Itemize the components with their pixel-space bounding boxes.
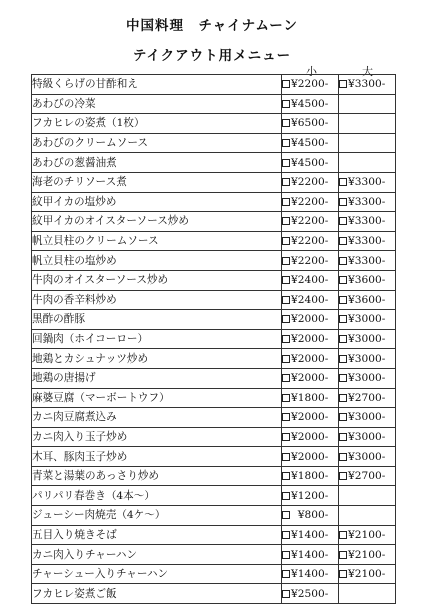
- price-small: ¥2000-: [291, 333, 329, 346]
- menu-row: [32, 564, 396, 584]
- price-small: ¥2000-: [291, 411, 329, 424]
- price-large-cell: [339, 329, 396, 349]
- menu-row: [32, 133, 396, 153]
- dish-name: 麻婆豆腐（マーボートウフ）: [32, 388, 282, 408]
- price-large-cell: [339, 94, 396, 114]
- order-checkbox-small[interactable]: [282, 453, 290, 461]
- price-large: ¥3000-: [348, 411, 386, 424]
- price-large: ¥3000-: [348, 333, 386, 346]
- dish-name: 牛肉の香辛料炒め: [32, 290, 282, 310]
- menu-row: [32, 447, 396, 467]
- dish-name: 紋甲イカのオイスターソース炒め: [32, 212, 282, 232]
- order-checkbox-large[interactable]: [339, 335, 347, 343]
- dish-name: 木耳、豚肉玉子炒め: [32, 447, 282, 467]
- price-large: ¥3300-: [348, 254, 386, 267]
- order-checkbox-small[interactable]: [282, 315, 290, 323]
- order-checkbox-large[interactable]: [339, 178, 347, 186]
- price-small-cell: [282, 290, 339, 310]
- price-large: ¥3300-: [348, 235, 386, 248]
- price-small-cell: [282, 270, 339, 290]
- order-checkbox-small[interactable]: [282, 198, 290, 206]
- price-large-cell: [339, 192, 396, 212]
- price-small: ¥1400-: [291, 528, 329, 541]
- price-large-cell: [339, 564, 396, 584]
- menu-row: [32, 329, 396, 349]
- price-large-cell: [339, 584, 396, 604]
- order-checkbox-large[interactable]: [339, 237, 347, 245]
- dish-name: 青菜と湯葉のあっさり炒め: [32, 466, 282, 486]
- dish-name: ジューシー肉焼売（4ケ～）: [32, 506, 282, 526]
- price-large: ¥3000-: [348, 372, 386, 385]
- order-checkbox-small[interactable]: [282, 159, 290, 167]
- dish-name: あわびのクリームソース: [32, 133, 282, 153]
- order-checkbox-large[interactable]: [339, 374, 347, 382]
- dish-name: 帆立貝柱の塩炒め: [32, 251, 282, 271]
- price-small: ¥1200-: [291, 489, 329, 502]
- price-large-cell: [339, 525, 396, 545]
- dish-name: 紋甲イカの塩炒め: [32, 192, 282, 212]
- price-large-cell: [339, 153, 396, 173]
- price-large: ¥3000-: [348, 313, 386, 326]
- menu-row: [32, 75, 396, 95]
- price-small: ¥2400-: [291, 293, 329, 306]
- price-small-cell: [282, 408, 339, 428]
- price-small-cell: [282, 251, 339, 271]
- price-small: ¥6500-: [291, 117, 329, 130]
- dish-name: パリパリ春巻き（4本～）: [32, 486, 282, 506]
- price-large: ¥2100-: [348, 568, 386, 581]
- order-checkbox-small[interactable]: [282, 237, 290, 245]
- menu-row: [32, 212, 396, 232]
- price-large: ¥2100-: [348, 528, 386, 541]
- price-large: ¥3000-: [348, 352, 386, 365]
- order-checkbox-small[interactable]: [282, 355, 290, 363]
- dish-name: 帆立貝柱のクリームソース: [32, 231, 282, 251]
- menu-row: [32, 486, 396, 506]
- dish-name: あわびの葱醤油煮: [32, 153, 282, 173]
- price-large: ¥3300-: [348, 215, 386, 228]
- order-checkbox-large[interactable]: [339, 453, 347, 461]
- price-small-cell: [282, 153, 339, 173]
- order-checkbox-small[interactable]: [282, 374, 290, 382]
- dish-name: カニ肉豆腐煮込み: [32, 408, 282, 428]
- menu-row: [32, 172, 396, 192]
- price-small-cell: [282, 94, 339, 114]
- price-large-cell: [339, 75, 396, 95]
- price-small: ¥1400-: [291, 568, 329, 581]
- menu-row: [32, 192, 396, 212]
- order-checkbox-small[interactable]: [282, 531, 290, 539]
- order-checkbox-large[interactable]: [339, 315, 347, 323]
- order-checkbox-small[interactable]: [282, 276, 290, 284]
- menu-row: [32, 153, 396, 173]
- price-small: ¥1800-: [291, 391, 329, 404]
- price-small-cell: [282, 466, 339, 486]
- order-checkbox-large[interactable]: [339, 551, 347, 559]
- price-large-cell: [339, 368, 396, 388]
- order-checkbox-small[interactable]: [282, 551, 290, 559]
- price-small-cell: [282, 231, 339, 251]
- order-checkbox-small[interactable]: [282, 100, 290, 108]
- price-small: ¥2000-: [291, 430, 329, 443]
- price-small: ¥2500-: [291, 587, 329, 600]
- menu-row: [32, 270, 396, 290]
- order-checkbox-small[interactable]: [282, 178, 290, 186]
- price-small: ¥2400-: [291, 274, 329, 287]
- price-large-cell: [339, 486, 396, 506]
- price-small-cell: [282, 310, 339, 330]
- price-large-cell: [339, 270, 396, 290]
- price-large: ¥3300-: [348, 195, 386, 208]
- order-checkbox-large[interactable]: [339, 413, 347, 421]
- order-checkbox-small[interactable]: [282, 472, 290, 480]
- dish-name: フカヒレの姿煮（1枚）: [32, 114, 282, 134]
- menu-row: [32, 349, 396, 369]
- dish-name: カニ肉入りチャーハン: [32, 545, 282, 565]
- price-large-cell: [339, 506, 396, 526]
- price-small: ¥1800-: [291, 470, 329, 483]
- price-small: ¥2200-: [291, 78, 329, 91]
- order-checkbox-large[interactable]: [339, 257, 347, 265]
- price-large: ¥3000-: [348, 450, 386, 463]
- price-small: ¥2000-: [291, 450, 329, 463]
- price-small-cell: [282, 349, 339, 369]
- price-large: ¥3600-: [348, 274, 386, 287]
- price-large-cell: [339, 310, 396, 330]
- price-small: ¥4500-: [291, 137, 329, 150]
- order-checkbox-small[interactable]: [282, 511, 290, 519]
- order-checkbox-large[interactable]: [339, 472, 347, 480]
- order-checkbox-large[interactable]: [339, 296, 347, 304]
- dish-name: 地鶏とカシュナッツ炒め: [32, 349, 282, 369]
- price-small-cell: [282, 525, 339, 545]
- order-checkbox-small[interactable]: [282, 492, 290, 500]
- price-small-cell: [282, 329, 339, 349]
- dish-name: 牛肉のオイスターソース炒め: [32, 270, 282, 290]
- price-large-cell: [339, 251, 396, 271]
- dish-name: 黒酢の酢豚: [32, 310, 282, 330]
- price-large-cell: [339, 388, 396, 408]
- price-large-cell: [339, 290, 396, 310]
- price-large-cell: [339, 172, 396, 192]
- price-small-cell: [282, 368, 339, 388]
- order-checkbox-small[interactable]: [282, 296, 290, 304]
- menu-row: [32, 506, 396, 526]
- price-large: ¥3300-: [348, 176, 386, 189]
- price-small: ¥2200-: [291, 235, 329, 248]
- price-small-cell: [282, 75, 339, 95]
- dish-name: 海老のチリソース煮: [32, 172, 282, 192]
- price-small: ¥2200-: [291, 254, 329, 267]
- order-checkbox-large[interactable]: [339, 355, 347, 363]
- price-small: ¥2000-: [291, 352, 329, 365]
- order-checkbox-large[interactable]: [339, 531, 347, 539]
- menu-row: [32, 114, 396, 134]
- menu-row: [32, 466, 396, 486]
- dish-name: フカヒレ姿煮ご飯: [32, 584, 282, 604]
- order-checkbox-small[interactable]: [282, 257, 290, 265]
- order-checkbox-large[interactable]: [339, 570, 347, 578]
- order-checkbox-small[interactable]: [282, 394, 290, 402]
- price-small-cell: [282, 212, 339, 232]
- price-small: ¥1400-: [291, 548, 329, 561]
- menu-row: [32, 368, 396, 388]
- size-small-header: 小: [306, 65, 317, 78]
- price-small-cell: [282, 427, 339, 447]
- order-checkbox-large[interactable]: [339, 80, 347, 88]
- price-small-cell: [282, 584, 339, 604]
- price-small-cell: [282, 545, 339, 565]
- dish-name: 地鶏の唐揚げ: [32, 368, 282, 388]
- size-large-header: 大: [362, 65, 373, 78]
- menu-row: [32, 290, 396, 310]
- price-small-cell: [282, 172, 339, 192]
- menu-row: [32, 231, 396, 251]
- price-large: ¥2100-: [348, 548, 386, 561]
- price-large-cell: [339, 466, 396, 486]
- order-checkbox-small[interactable]: [282, 413, 290, 421]
- menu-row: [32, 525, 396, 545]
- price-large-cell: [339, 447, 396, 467]
- order-checkbox-large[interactable]: [339, 276, 347, 284]
- order-checkbox-small[interactable]: [282, 80, 290, 88]
- price-large-cell: [339, 427, 396, 447]
- dish-name: チャーシュー入りチャーハン: [32, 564, 282, 584]
- order-checkbox-large[interactable]: [339, 433, 347, 441]
- price-large: ¥3000-: [348, 430, 386, 443]
- price-small: ¥4500-: [291, 156, 329, 169]
- menu-row: [32, 584, 396, 604]
- price-small: ¥2000-: [291, 372, 329, 385]
- dish-name: 五目入り焼きそば: [32, 525, 282, 545]
- order-checkbox-large[interactable]: [339, 198, 347, 206]
- menu-table: [31, 74, 396, 604]
- price-small-cell: [282, 486, 339, 506]
- menu-row: [32, 427, 396, 447]
- price-small: ¥800-: [291, 509, 329, 522]
- order-checkbox-small[interactable]: [282, 433, 290, 441]
- menu-row: [32, 408, 396, 428]
- order-checkbox-small[interactable]: [282, 335, 290, 343]
- order-checkbox-small[interactable]: [282, 217, 290, 225]
- menu-row: [32, 310, 396, 330]
- price-small-cell: [282, 133, 339, 153]
- price-small-cell: [282, 192, 339, 212]
- order-checkbox-small[interactable]: [282, 570, 290, 578]
- price-small-cell: [282, 447, 339, 467]
- price-small: ¥2200-: [291, 195, 329, 208]
- price-large-cell: [339, 231, 396, 251]
- price-large-cell: [339, 545, 396, 565]
- menu-subtitle: テイクアウト用メニュー: [132, 48, 292, 64]
- price-small: ¥4500-: [291, 97, 329, 110]
- order-checkbox-large[interactable]: [339, 217, 347, 225]
- price-small-cell: [282, 114, 339, 134]
- dish-name: 回鍋肉（ホイコーロー）: [32, 329, 282, 349]
- price-large-cell: [339, 114, 396, 134]
- price-large-cell: [339, 408, 396, 428]
- price-large: ¥2700-: [348, 391, 386, 404]
- dish-name: カニ肉入り玉子炒め: [32, 427, 282, 447]
- price-small-cell: [282, 506, 339, 526]
- price-large: ¥3600-: [348, 293, 386, 306]
- price-large-cell: [339, 133, 396, 153]
- price-small-cell: [282, 564, 339, 584]
- restaurant-title: 中国料理 チャイナムーン: [126, 18, 298, 34]
- order-checkbox-small[interactable]: [282, 119, 290, 127]
- order-checkbox-large[interactable]: [339, 394, 347, 402]
- price-large: ¥2700-: [348, 470, 386, 483]
- dish-name: あわびの冷菜: [32, 94, 282, 114]
- menu-row: [32, 545, 396, 565]
- price-large-cell: [339, 349, 396, 369]
- price-small: ¥2000-: [291, 313, 329, 326]
- price-large: ¥3300-: [348, 78, 386, 91]
- dish-name: 特級くらげの甘酢和え: [32, 75, 282, 95]
- price-small: ¥2200-: [291, 215, 329, 228]
- menu-row: [32, 388, 396, 408]
- price-small-cell: [282, 388, 339, 408]
- menu-row: [32, 251, 396, 271]
- menu-row: [32, 94, 396, 114]
- order-checkbox-small[interactable]: [282, 590, 290, 598]
- price-small: ¥2200-: [291, 176, 329, 189]
- order-checkbox-small[interactable]: [282, 139, 290, 147]
- price-large-cell: [339, 212, 396, 232]
